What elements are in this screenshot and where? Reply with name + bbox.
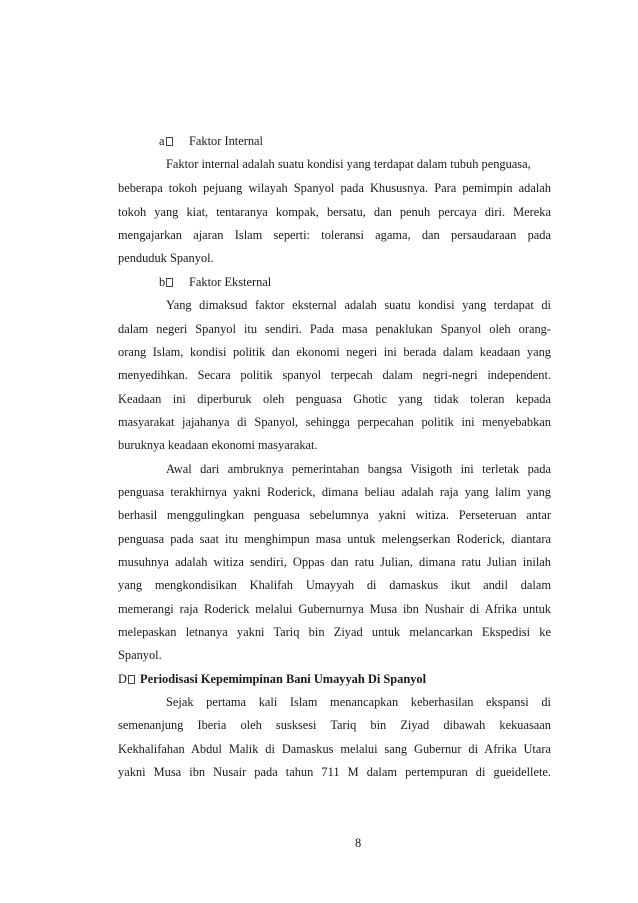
paragraph-line: Spanyol.: [118, 648, 162, 662]
paragraph-line: Faktor internal adalah suatu kondisi yang terdapat dalam tubuh penguasa,: [166, 157, 531, 171]
paragraph-line: penduduk Spanyol.: [118, 251, 214, 265]
paragraph-line: semenanjung Iberia oleh susksesi Tariq bin Ziyad dibawah kekuasaan: [118, 718, 551, 732]
missing-glyph-icon: [166, 278, 173, 287]
paragraph-line: berhasil menggulingkan penguasa sebelumnya yakni witiza. Perseteruan antar: [118, 508, 551, 522]
missing-glyph-icon: [166, 137, 173, 146]
section-d-marker: D: [118, 672, 127, 686]
paragraph-line: Yang dimaksud faktor eksternal adalah suatu kondisi yang terdapat di: [166, 298, 551, 312]
paragraph-line: menyedihkan. Secara politik spanyol terpecah dalam negri-negri independent.: [118, 368, 551, 382]
paragraph-line: buruknya keadaan ekonomi masyarakat.: [118, 438, 318, 452]
paragraph-line: masyarakat jajahanya di Spanyol, sehingga perpecahan politik ini menyebabkan: [118, 415, 551, 429]
paragraph-line: penguasa pada saat itu menghimpun masa untuk melengserkan Roderick, diantara: [118, 532, 551, 546]
paragraph-line: dalam negeri Spanyol itu sendiri. Pada masa penaklukan Spanyol oleh orang-: [118, 322, 551, 336]
paragraph-line: musuhnya adalah witiza sendiri, Oppas dan ratu Julian, dimana ratu Julian inilah: [118, 555, 551, 569]
paragraph-line: memerangi raja Roderick melalui Gubernurnya Musa ibn Nushair di Afrika untuk: [118, 602, 551, 616]
paragraph-line: penguasa terakhirnya yakni Roderick, dimana beliau adalah raja yang lalim yang: [118, 485, 551, 499]
paragraph-line: yang mengkondisikan Khalifah Umayyah di damaskus ikut andil dalam: [118, 578, 551, 592]
paragraph-line: mengajarkan ajaran Islam seperti: toleransi agama, dan persaudaraan pada: [118, 228, 551, 242]
section-a-heading: [159, 134, 263, 149]
section-b-heading: [159, 275, 272, 290]
section-d-heading: [118, 672, 427, 687]
paragraph-line: melepaskan letnanya yakni Tariq bin Ziyad untuk melancarkan Ekspedisi ke: [118, 625, 551, 639]
section-a-title: Faktor Internal: [189, 134, 263, 148]
paragraph-line: Awal dari ambruknya pemerintahan bangsa Visigoth ini terletak pada: [166, 462, 551, 476]
paragraph-line: yakni Musa ibn Nusair pada tahun 711 M dalam pertempuran di gueidellete.: [118, 765, 551, 779]
paragraph-line: Keadaan ini diperburuk oleh penguasa Ghotic yang tidak toleran kepada: [118, 392, 551, 406]
section-a-marker: a: [159, 134, 165, 148]
section-b-marker: b: [159, 275, 166, 289]
paragraph-line: beberapa tokoh pejuang wilayah Spanyol pada Khususnya. Para pemimpin adalah: [118, 181, 551, 195]
section-d-title: Periodisasi Kepemimpinan Bani Umayyah Di Spanyol: [140, 672, 427, 686]
paragraph-line: tokoh yang kiat, tentaranya kompak, bersatu, dan penuh percaya diri. Mereka: [118, 205, 551, 219]
paragraph-line: Kekhalifahan Abdul Malik di Damaskus melalui sang Gubernur di Afrika Utara: [118, 742, 551, 756]
page-number: 8: [355, 836, 362, 850]
paragraph-line: Sejak pertama kali Islam menancapkan keberhasilan ekspansi di: [166, 695, 551, 709]
paragraph-line: orang Islam, kondisi politik dan ekonomi negeri ini berada dalam keadaan yang: [118, 345, 551, 359]
section-b-title: Faktor Eksternal: [189, 275, 272, 289]
missing-glyph-icon: [128, 675, 135, 684]
